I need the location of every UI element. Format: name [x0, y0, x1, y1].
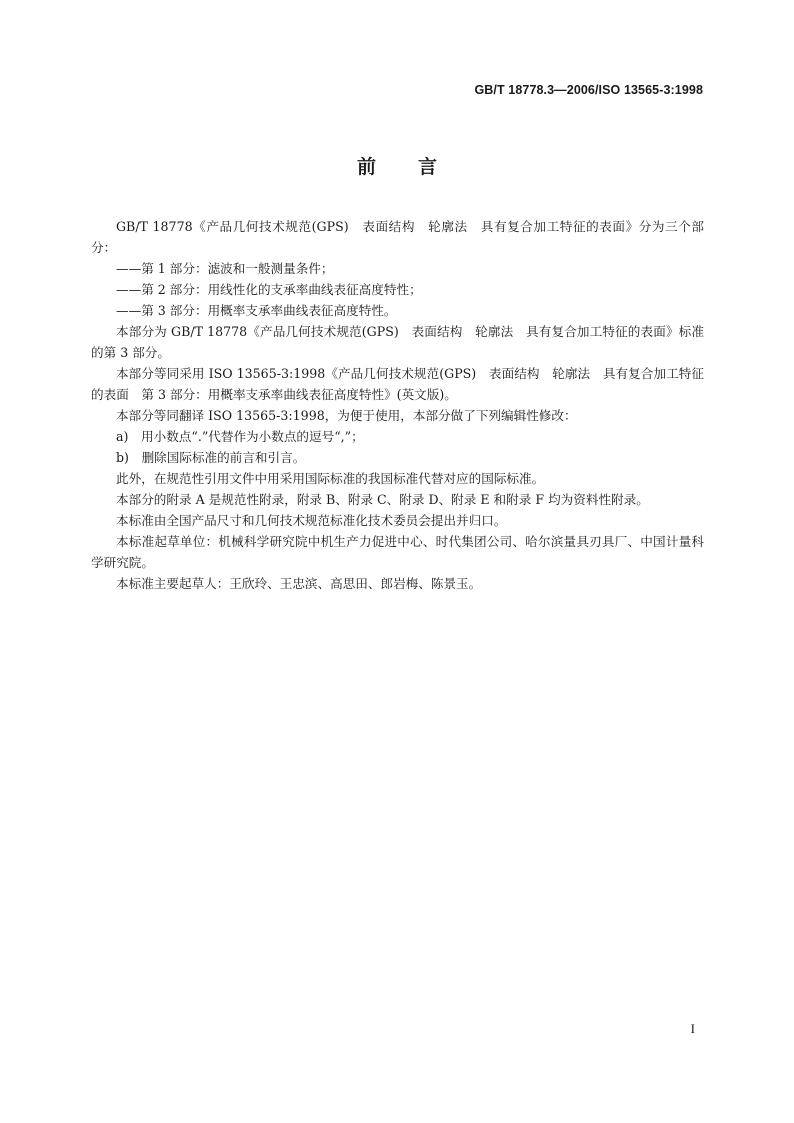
paragraph-adoption: 本部分等同采用 ISO 13565-3:1998《产品几何技术规范(GPS) 表面结构 轮廓法 具有复合加工特征的表面 第 3 部分：用概率支承率曲线表征高度特性》(英文版)。	[91, 366, 704, 402]
list-item-part-2: ——第 2 部分：用线性化的支承率曲线表征高度特性；	[116, 282, 422, 297]
list-item-part-3: ——第 3 部分：用概率支承率曲线表征高度特性。	[116, 303, 397, 318]
paragraph-translation: 本部分等同翻译 ISO 13565-3:1998，为便于使用，本部分做了下列编辑性修改：	[116, 408, 577, 423]
list-item-part-1: ——第 1 部分：滤波和一般测量条件；	[116, 261, 334, 276]
list-item-a: a) 用小数点“.”代替作为小数点的逗号“,”；	[116, 429, 364, 444]
paragraph-references: 此外，在规范性引用文件中用采用国际标准的我国标准代替对应的国际标准。	[116, 471, 545, 486]
paragraph-annexes: 本部分的附录 A 是规范性附录，附录 B、附录 C、附录 D、附录 E 和附录 F 均为资料性附录。	[116, 492, 649, 507]
foreword-body	[91, 216, 704, 594]
paragraph-scope: 本部分为 GB/T 18778《产品几何技术规范(GPS) 表面结构 轮廓法 具有复合加工特征的表面》标准的第 3 部分。	[91, 324, 704, 360]
paragraph-drafters: 本标准主要起草人：王欣玲、王忠滨、高思田、郎岩梅、陈景玉。	[116, 576, 482, 591]
list-item-b: b) 删除国际标准的前言和引言。	[116, 450, 306, 465]
paragraph-intro: GB/T 18778《产品几何技术规范(GPS) 表面结构 轮廓法 具有复合加工特征的表面》分为三个部分：	[91, 219, 704, 255]
page-title: 前言	[356, 156, 479, 178]
paragraph-drafting-units: 本标准起草单位：机械科学研究院中机生产力促进中心、时代集团公司、哈尔滨量具刃具厂、中国计量科学研究院。	[91, 534, 704, 570]
page-number: I	[690, 1021, 695, 1036]
standard-code: GB/T 18778.3—2006/ISO 13565-3:1998	[474, 83, 703, 97]
paragraph-committee: 本标准由全国产品尺寸和几何技术规范标准化技术委员会提出并归口。	[116, 513, 507, 528]
